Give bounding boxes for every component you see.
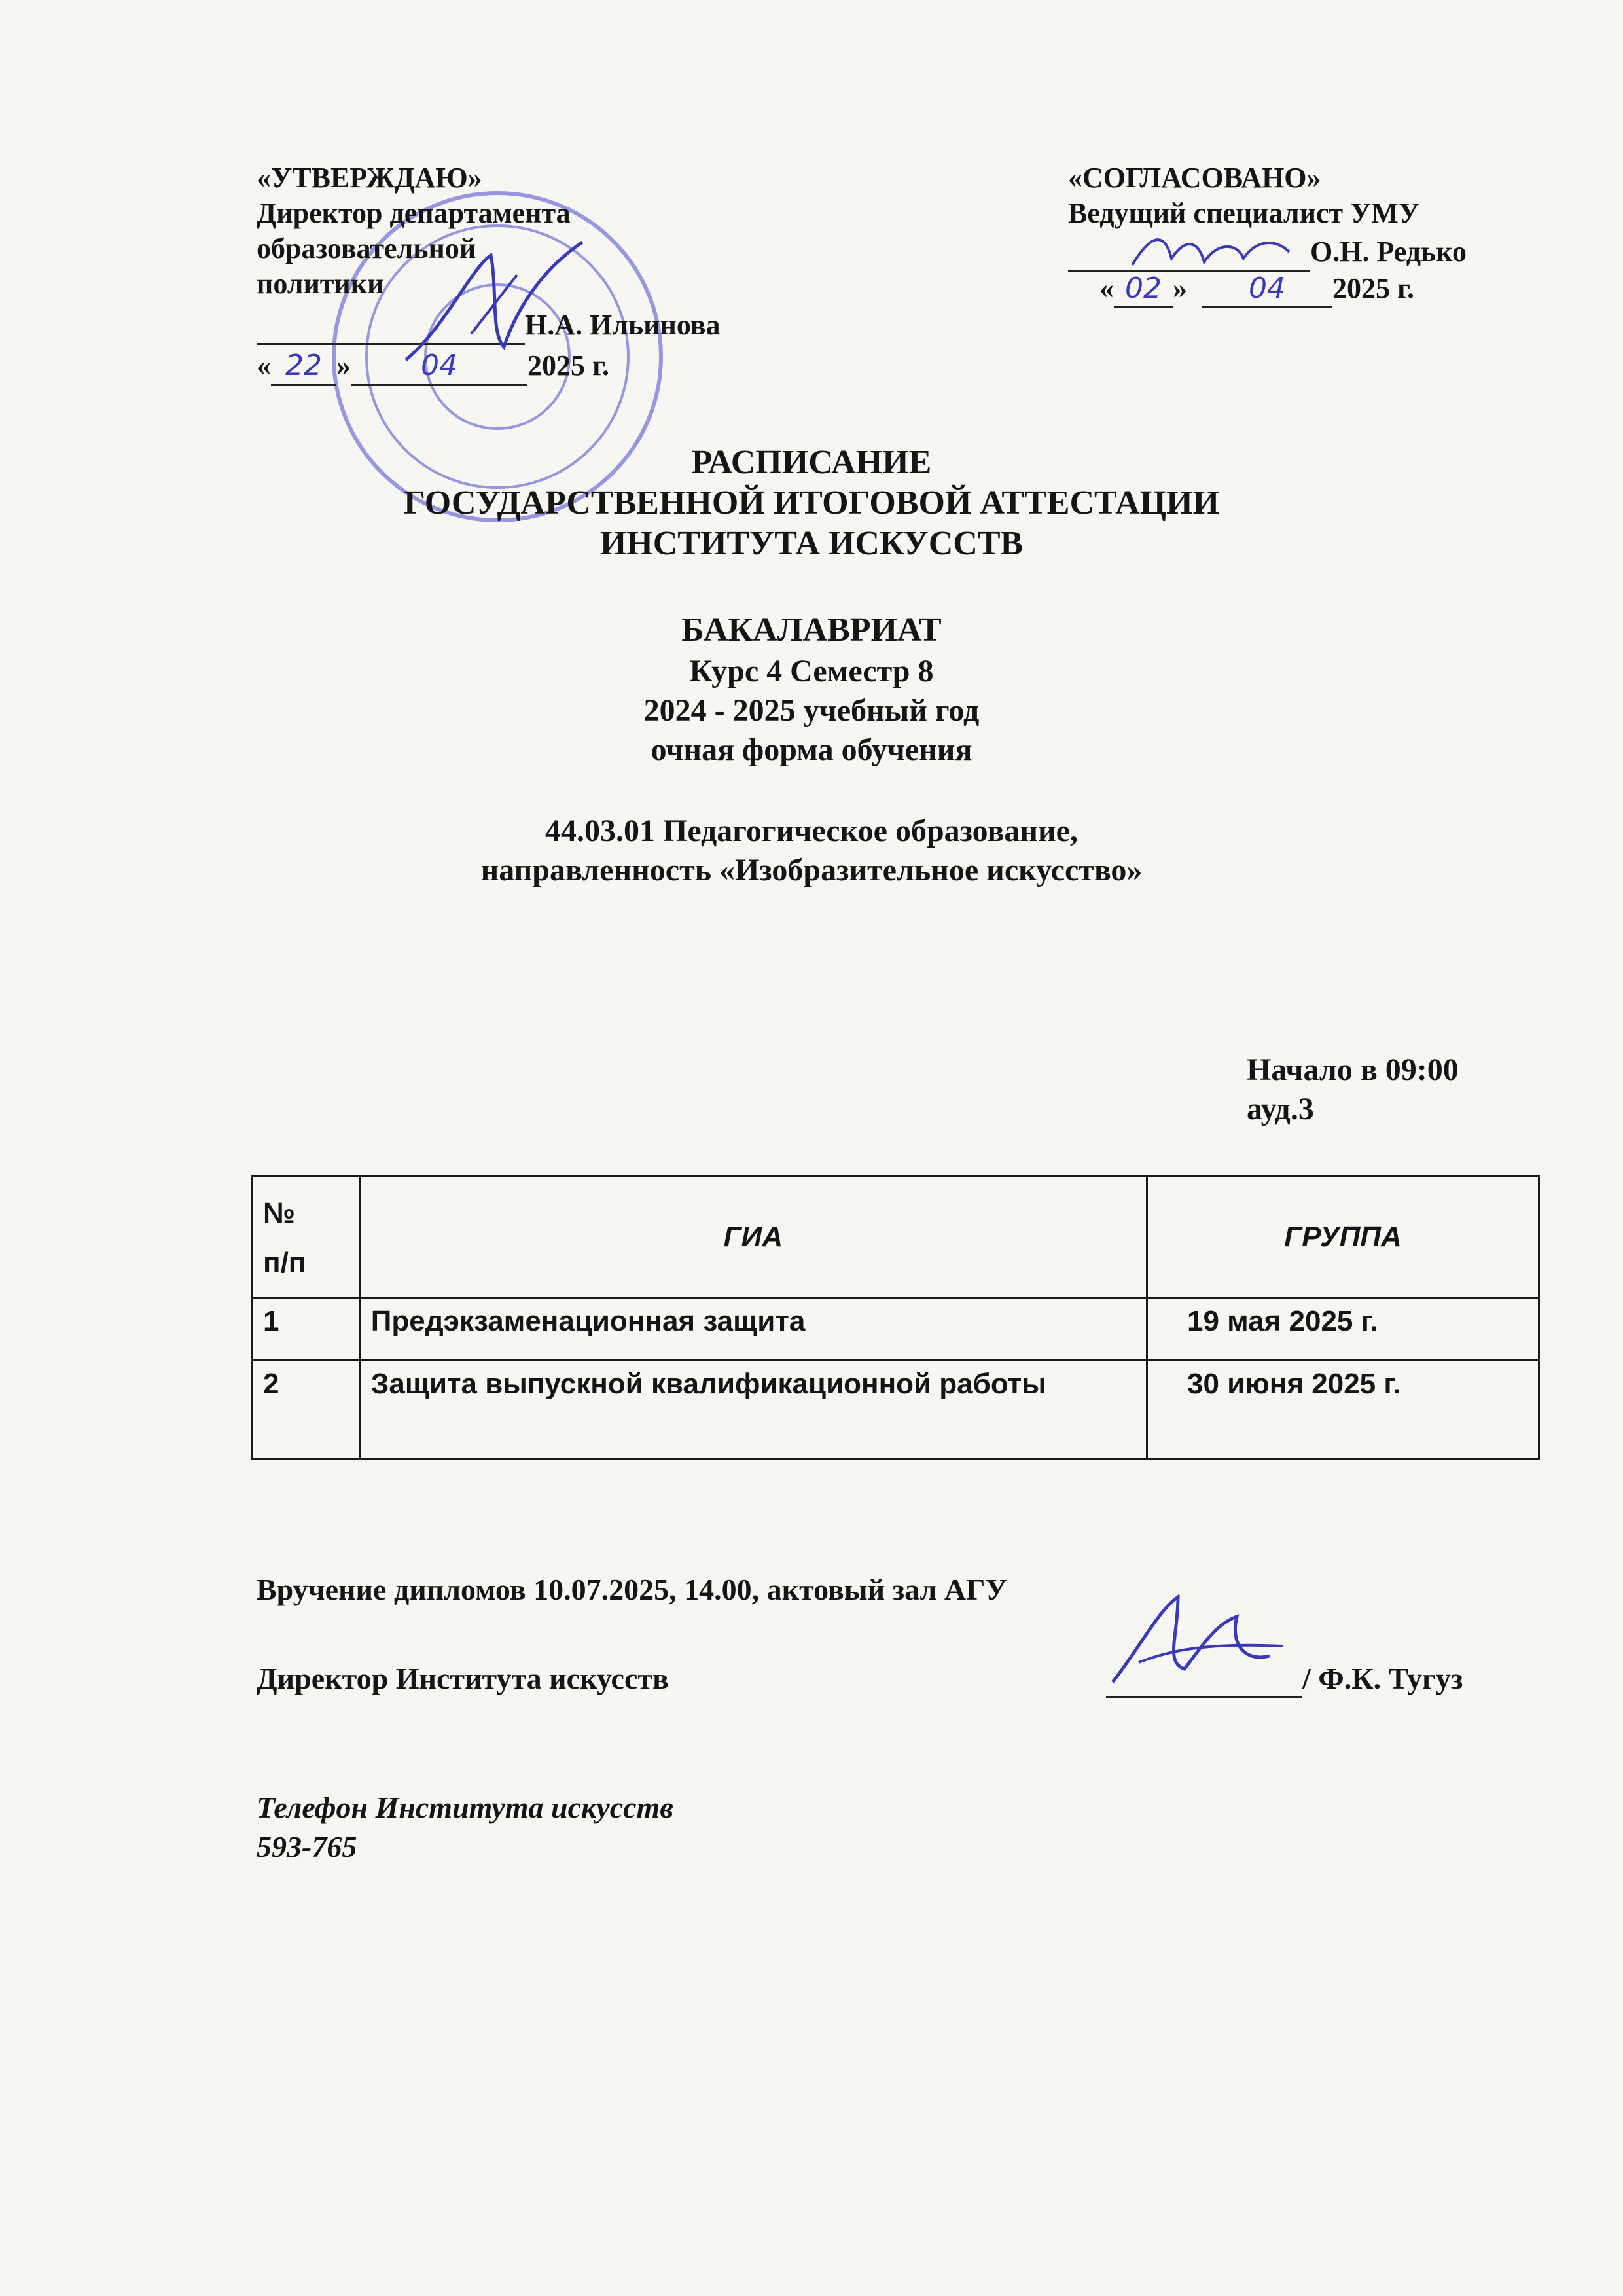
- approve-position-line2: образовательной: [257, 232, 476, 264]
- date-close-quote: »: [336, 350, 351, 382]
- approve-date-month: 04: [421, 349, 457, 382]
- director-label: Директор Института искусств: [257, 1662, 669, 1695]
- doc-title-line3: ИНСТИТУТА ИСКУССТВ: [599, 525, 1024, 562]
- row-gia: Защита выпускной квалификационной работы: [359, 1361, 1147, 1459]
- agree-date-year: 2025 г.: [1332, 272, 1415, 304]
- approve-date-year: 2025 г.: [527, 350, 610, 382]
- agree-date-month: 04: [1249, 272, 1285, 305]
- date-close-quote: »: [1173, 272, 1187, 304]
- date-open-quote: «: [257, 350, 271, 382]
- agree-date: [1099, 271, 1414, 308]
- approve-signer: Н.А. Ильинова: [525, 309, 721, 341]
- row-date: 19 мая 2025 г.: [1147, 1298, 1539, 1361]
- row-num: 2: [252, 1361, 360, 1459]
- director-name: / Ф.К. Тугуз: [1302, 1662, 1463, 1695]
- doc-title-line2: ГОСУДАРСТВЕННОЙ ИТОГОВОЙ АТТЕСТАЦИИ: [403, 484, 1220, 522]
- header-group: ГРУППА: [1147, 1176, 1539, 1298]
- header-num: № п/п: [252, 1176, 360, 1298]
- phone-label: Телефон Института искусств: [257, 1791, 673, 1824]
- row-date: 30 июня 2025 г.: [1147, 1361, 1539, 1459]
- table-header-row: [252, 1176, 1539, 1298]
- approve-date-day: 22: [285, 349, 322, 382]
- doc-title-line1: РАСПИСАНИЕ: [691, 444, 932, 481]
- handwritten-signature-icon: [1099, 1584, 1296, 1695]
- agree-date-day: 02: [1125, 272, 1162, 305]
- approve-position-line3: политики: [257, 268, 384, 300]
- header-gia: ГИА: [359, 1176, 1147, 1298]
- program-course: Курс 4 Семестр 8: [689, 654, 934, 689]
- row-gia: Предэкзаменационная защита: [359, 1298, 1147, 1361]
- schedule-table: [251, 1175, 1540, 1460]
- table-row: [252, 1298, 1539, 1361]
- date-open-quote: «: [1099, 272, 1114, 304]
- program-year: 2024 - 2025 учебный год: [643, 693, 980, 728]
- approve-position-line1: Директор департамента: [257, 197, 571, 229]
- agree-signer: О.Н. Редько: [1310, 236, 1467, 268]
- phone-number: 593-765: [257, 1830, 357, 1863]
- agree-position-line1: Ведущий специалист УМУ: [1068, 197, 1420, 229]
- program-level: БАКАЛАВРИАТ: [681, 611, 942, 649]
- approve-heading: «УТВЕРЖДАЮ»: [257, 162, 482, 194]
- program-code: 44.03.01 Педагогическое образование,: [545, 814, 1078, 848]
- diplomas-info: Вручение дипломов 10.07.2025, 14.00, актовый зал АГУ: [257, 1573, 1008, 1606]
- start-time: Начало в 09:00: [1247, 1052, 1459, 1087]
- agree-heading: «СОГЛАСОВАНО»: [1068, 162, 1321, 194]
- program-form: очная форма обучения: [651, 732, 972, 767]
- handwritten-signature-icon: [1126, 226, 1296, 278]
- table-row: [252, 1361, 1539, 1459]
- program-profile: направленность «Изобразительное искусство»: [480, 853, 1143, 888]
- row-num: 1: [252, 1298, 360, 1361]
- start-room: ауд.3: [1247, 1092, 1314, 1126]
- handwritten-signature-icon: [393, 229, 602, 386]
